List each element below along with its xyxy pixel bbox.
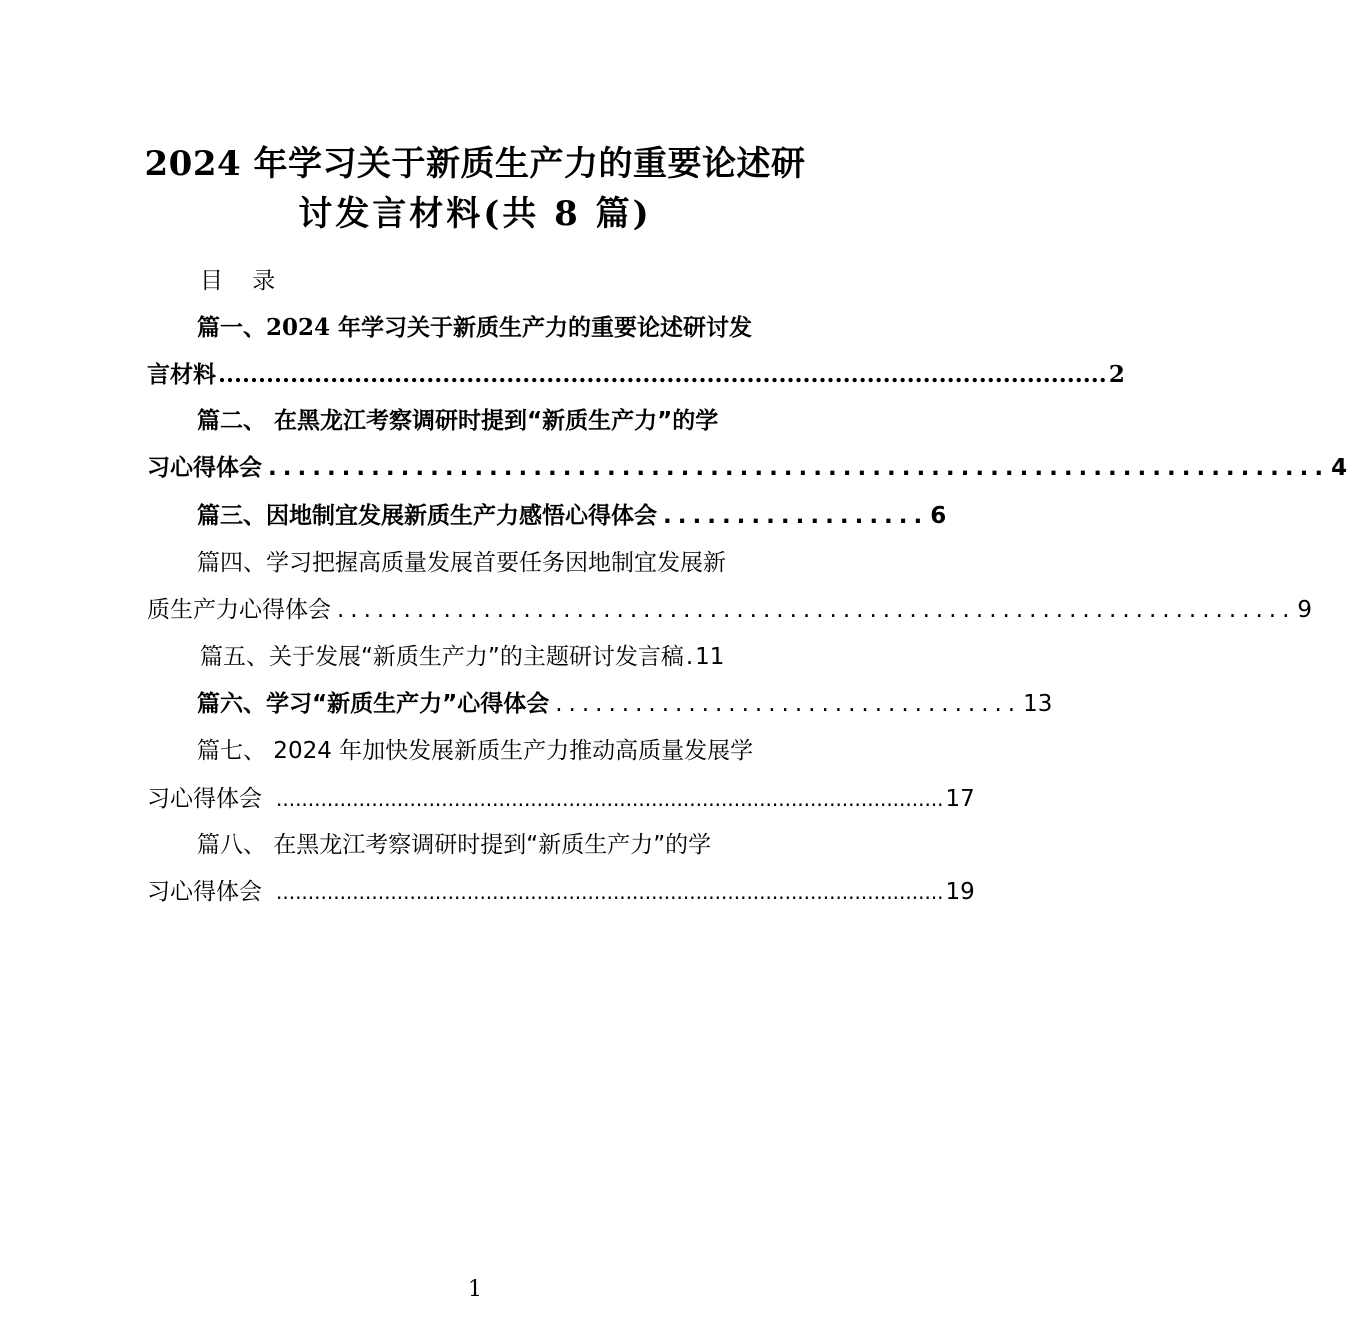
toc-entry-6-page: 13 bbox=[1023, 691, 1053, 717]
toc-entry-1-line1[interactable]: 篇一、2024 年学习关于新质生产力的重要论述研讨发 bbox=[197, 314, 753, 341]
toc-entry-1-leader: ............................................................................................................... bbox=[218, 361, 1107, 388]
toc-entry-5-page: 11 bbox=[695, 644, 725, 670]
toc-entry-7-line1[interactable]: 篇七、 2024 年加快发展新质生产力推动高质量发展学 bbox=[197, 738, 754, 764]
toc-entry-2-leader: ........................................................................ bbox=[268, 455, 1330, 481]
toc-entry-5-leader: . bbox=[685, 644, 694, 670]
toc-entry-4-leader: ........................................................................ bbox=[337, 597, 1296, 623]
toc-entry-7-page: 17 bbox=[945, 786, 975, 812]
toc-entry-8-line2[interactable] bbox=[147, 876, 975, 908]
toc-entry-4-page: 9 bbox=[1297, 597, 1313, 623]
toc-entry-3-text: 篇三、因地制宜发展新质生产力感悟心得体会 bbox=[197, 503, 657, 529]
toc-entry-3-page: 6 bbox=[930, 503, 947, 529]
toc-entry-4-line1[interactable]: 篇四、学习把握高质量发展首要任务因地制宜发展新 bbox=[197, 550, 726, 576]
document-title-line1: 2024 年学习关于新质生产力的重要论述研 bbox=[144, 144, 806, 184]
toc-entry-4-line2[interactable] bbox=[147, 594, 1313, 626]
toc-entry-8-page: 19 bbox=[945, 879, 975, 905]
toc-entry-1-page: 2 bbox=[1108, 361, 1125, 388]
toc-entry-2-line2[interactable] bbox=[147, 452, 1347, 484]
toc-entry-7-line2[interactable] bbox=[147, 783, 975, 815]
toc-entry-8-line1[interactable]: 篇八、 在黑龙江考察调研时提到“新质生产力”的学 bbox=[197, 832, 712, 858]
toc-entry-2-line1[interactable]: 篇二、 在黑龙江考察调研时提到“新质生产力”的学 bbox=[197, 408, 719, 434]
toc-entry-8-text: 习心得体会 bbox=[147, 879, 262, 905]
page-number: 1 bbox=[468, 1277, 482, 1302]
toc-entry-4-text: 质生产力心得体会 bbox=[147, 597, 331, 623]
toc-entry-7-leader: ......................................................................................................... bbox=[276, 787, 944, 811]
toc-entry-6-text: 篇六、学习“新质生产力”心得体会 bbox=[197, 691, 550, 717]
toc-entry-5[interactable] bbox=[200, 641, 806, 673]
toc-entry-2-text: 习心得体会 bbox=[147, 455, 262, 481]
toc-entry-2-page: 4 bbox=[1331, 455, 1347, 481]
toc-entry-8-leader: ......................................................................................................... bbox=[276, 880, 944, 904]
toc-entry-6-leader: ................................... bbox=[555, 691, 1022, 717]
toc-entry-7-text: 习心得体会 bbox=[147, 786, 262, 812]
toc-entry-5-text: 篇五、关于发展“新质生产力”的主题研讨发言稿 bbox=[200, 644, 684, 670]
document-title-line2: 讨发言材料(共 8 篇) bbox=[298, 194, 652, 234]
toc-entry-6[interactable] bbox=[197, 688, 1053, 720]
toc-entry-3-leader: .................. bbox=[663, 503, 929, 529]
toc-entry-1-line2[interactable] bbox=[147, 359, 1125, 391]
toc-entry-3[interactable] bbox=[197, 500, 947, 532]
toc-heading: 目 录 bbox=[200, 268, 276, 294]
toc-entry-1-text: 言材料 bbox=[147, 361, 216, 388]
